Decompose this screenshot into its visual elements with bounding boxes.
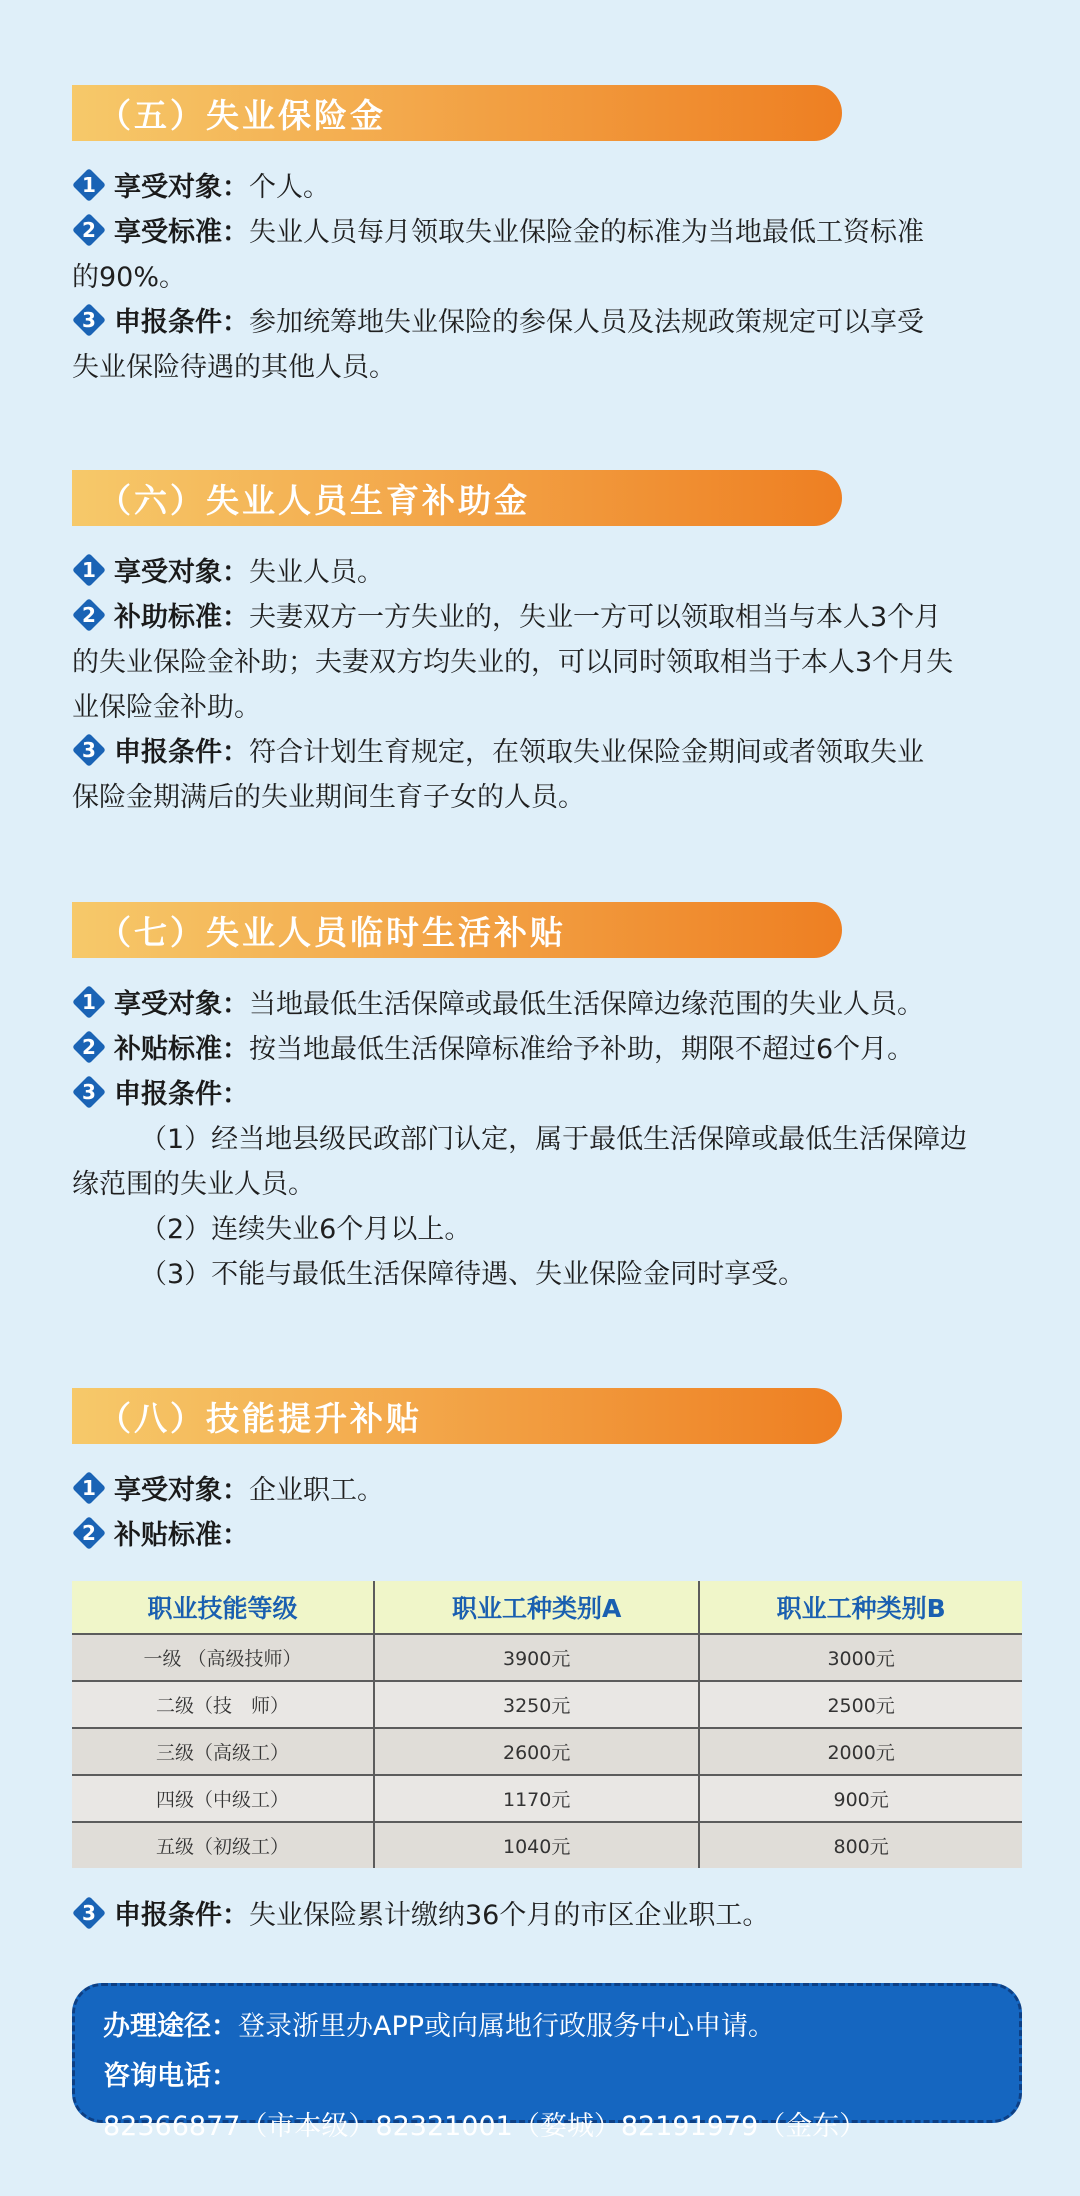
list-item-continuation: 保险金期满后的失业期间生育子女的人员。 (72, 782, 585, 813)
table-cell: 3250元 (374, 1681, 699, 1728)
number-badge-icon: 3 (72, 303, 106, 337)
list-item: 1 享受对象：企业职工。 (72, 1468, 1022, 1513)
number-badge-icon: 1 (72, 553, 106, 587)
table-cell: 900元 (699, 1775, 1022, 1822)
number-badge-icon: 2 (72, 1516, 106, 1550)
table-cell: 二级（技 师） (72, 1681, 374, 1728)
column-header: 职业技能等级 (72, 1581, 374, 1634)
section-title: （七）失业人员临时生活补贴 (72, 902, 842, 958)
number-badge-icon: 1 (72, 985, 106, 1019)
number-badge-icon: 1 (72, 1471, 106, 1505)
table-row (72, 1728, 1022, 1775)
list-item-continuation: 的90%。 (72, 262, 187, 293)
section-title: （八）技能提升补贴 (72, 1388, 842, 1444)
condition-item: （1）经当地县级民政部门认定，属于最低生活保障或最低生活保障边 (140, 1124, 968, 1155)
list-item: 1 享受对象：失业人员。 (72, 550, 1022, 595)
section-maternity-subsidy (72, 470, 1022, 820)
list-item: 2 享受标准：失业人员每月领取失业保险金的标准为当地最低工资标准 (72, 210, 1022, 255)
list-item: 3 申报条件：失业保险累计缴纳36个月的市区企业职工。 (72, 1893, 1022, 1938)
table-cell: 五级（初级工） (72, 1822, 374, 1868)
list-item-continuation: 失业保险待遇的其他人员。 (72, 352, 396, 383)
number-badge-icon: 1 (72, 168, 106, 202)
table-cell: 2600元 (374, 1728, 699, 1775)
section-unemployment-insurance (72, 85, 1022, 390)
table-cell: 3900元 (374, 1634, 699, 1681)
number-badge-icon: 3 (72, 1075, 106, 1109)
list-item: 3 申报条件：符合计划生育规定，在领取失业保险金期间或者领取失业 (72, 730, 1022, 775)
table-cell: 800元 (699, 1822, 1022, 1868)
table-cell: 一级 （高级技师） (72, 1634, 374, 1681)
list-item: 2 补贴标准：按当地最低生活保障标准给予补助，期限不超过6个月。 (72, 1027, 1022, 1072)
table-cell: 三级（高级工） (72, 1728, 374, 1775)
number-badge-icon: 3 (72, 733, 106, 767)
condition-item: （2）连续失业6个月以上。 (140, 1214, 472, 1245)
list-item: 1 享受对象：个人。 (72, 165, 1022, 210)
table-cell: 2000元 (699, 1728, 1022, 1775)
list-item: 1 享受对象：当地最低生活保障或最低生活保障边缘范围的失业人员。 (72, 982, 1022, 1027)
subsidy-table (72, 1581, 1022, 1868)
list-item-continuation: 业保险金补助。 (72, 692, 261, 723)
table-cell: 四级（中级工） (72, 1775, 374, 1822)
table-row (72, 1634, 1022, 1681)
section-skill-subsidy (72, 1388, 1022, 1558)
table-header-row (72, 1581, 1022, 1634)
section-living-subsidy (72, 902, 1022, 1297)
table-cell: 3000元 (699, 1634, 1022, 1681)
list-item: 2 补助标准：夫妻双方一方失业的，失业一方可以领取相当与本人3个月 (72, 595, 1022, 640)
number-badge-icon: 2 (72, 598, 106, 632)
list-item: 2 补贴标准： (72, 1513, 1022, 1558)
column-header: 职业工种类别B (699, 1581, 1022, 1634)
table-cell: 1170元 (374, 1775, 699, 1822)
number-badge-icon: 3 (72, 1896, 106, 1930)
number-badge-icon: 2 (72, 1030, 106, 1064)
table-cell: 1040元 (374, 1822, 699, 1868)
section-title: （五）失业保险金 (72, 85, 842, 141)
list-item-continuation: 的失业保险金补助；夫妻双方均失业的，可以同时领取相当于本人3个月失 (72, 647, 954, 678)
phone-line: 咨询电话：82366877（市本级）82321001（婺城）82191979（金东） (103, 2061, 867, 2142)
column-header: 职业工种类别A (374, 1581, 699, 1634)
condition-item-continuation: 缘范围的失业人员。 (72, 1169, 315, 1200)
condition-item: （3）不能与最低生活保障待遇、失业保险金同时享受。 (140, 1259, 806, 1290)
table-row (72, 1822, 1022, 1868)
section-title: （六）失业人员生育补助金 (72, 470, 842, 526)
application-condition (72, 1893, 1022, 1938)
number-badge-icon: 2 (72, 213, 106, 247)
contact-box (72, 1983, 1022, 2142)
table-row (72, 1775, 1022, 1822)
list-item: 3 申报条件： (72, 1072, 1022, 1117)
route-line: 办理途径：登录浙里办APP或向属地行政服务中心申请。 (103, 2011, 776, 2042)
table-row (72, 1681, 1022, 1728)
table-cell: 2500元 (699, 1681, 1022, 1728)
list-item: 3 申报条件：参加统筹地失业保险的参保人员及法规政策规定可以享受 (72, 300, 1022, 345)
